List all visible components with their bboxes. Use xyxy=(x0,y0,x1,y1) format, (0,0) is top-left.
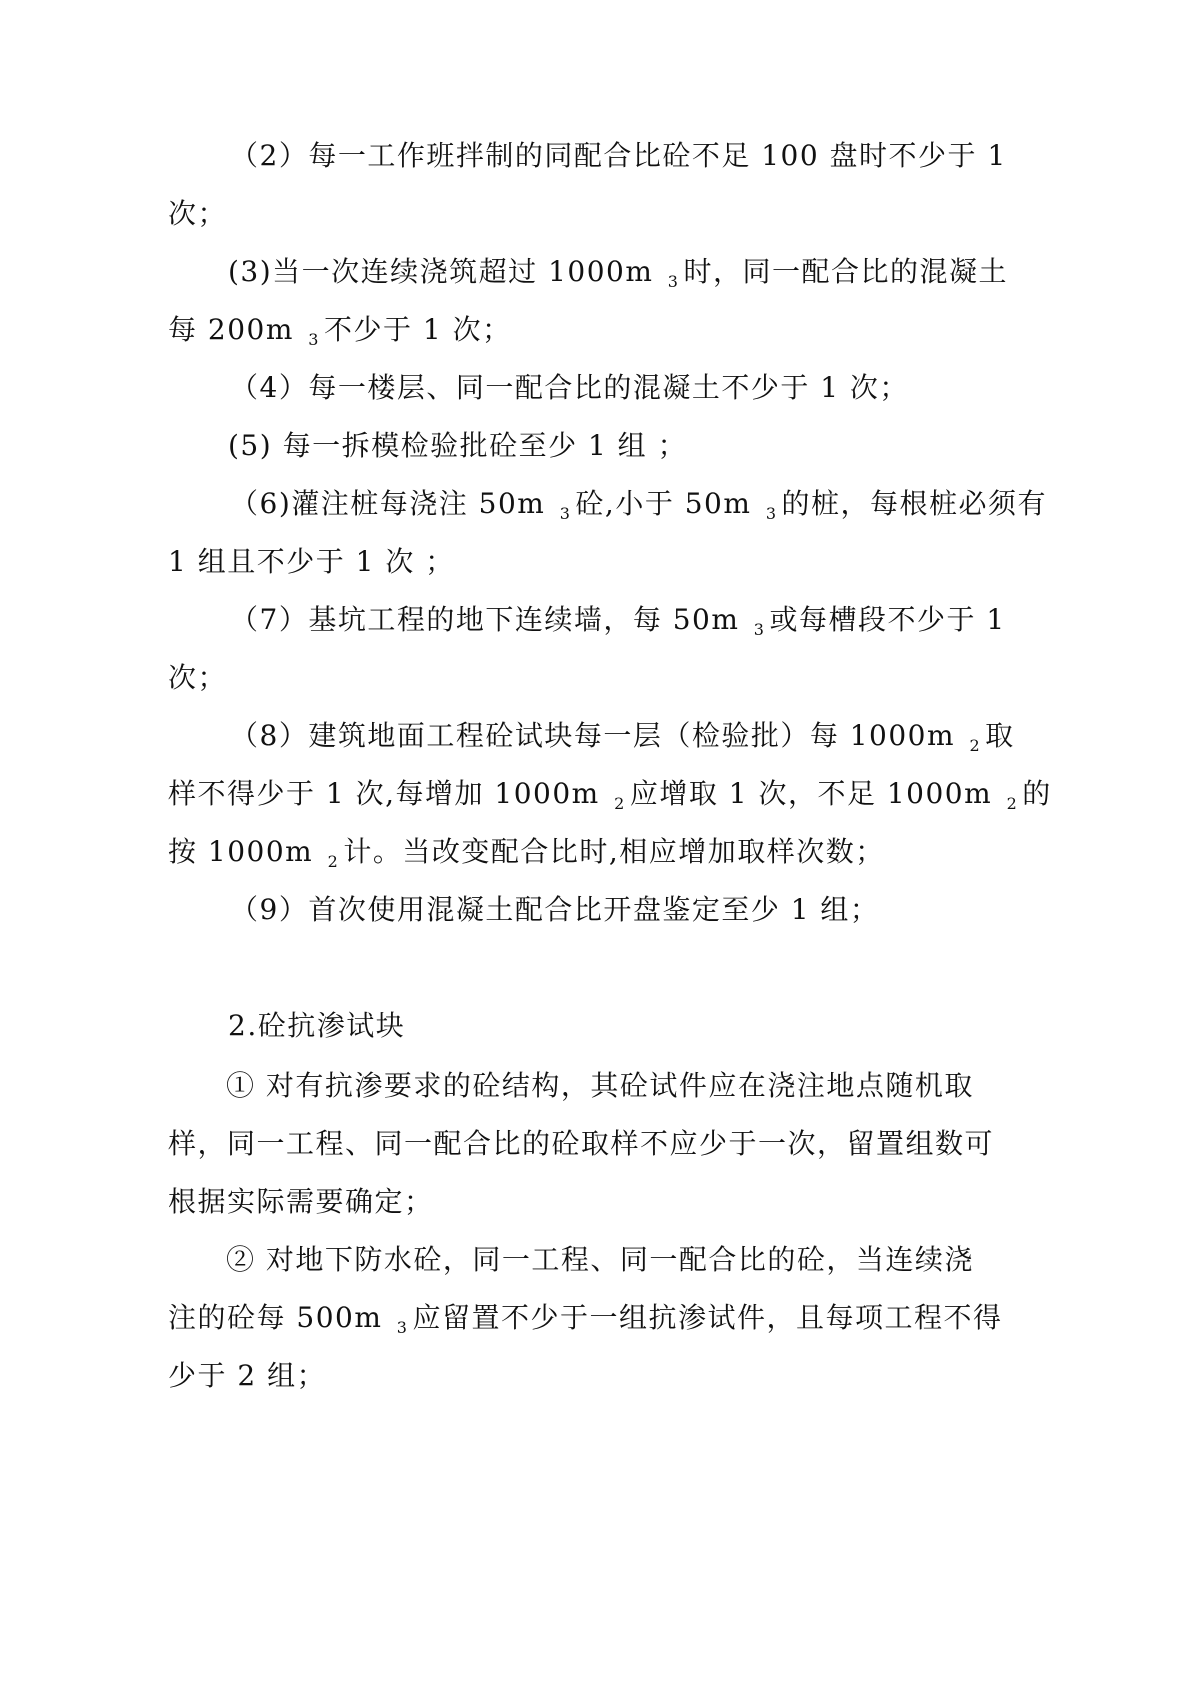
text-line: 次； xyxy=(168,661,228,694)
text-line: （9）首次使用混凝土配合比开盘鉴定至少 1 组； xyxy=(230,893,880,926)
text-line: 样不得少于 1 次,每增加 1000m $_2$ 应增取 1 次，不足 1000m $_2$ 的 xyxy=(168,777,1052,813)
text-line: 少于 2 组； xyxy=(168,1359,327,1392)
text-line: 次； xyxy=(168,197,228,230)
text-line: ① 对有抗渗要求的砼结构，其砼试件应在浇注地点随机取 xyxy=(226,1069,974,1102)
text-line: 每 200m $_3$ 不少于 1 次； xyxy=(168,313,512,349)
text-line: （2）每一工作班拌制的同配合比砼不足 100 盘时不少于 1 xyxy=(230,139,1007,172)
text-line: 样，同一工程、同一配合比的砼取样不应少于一次，留置组数可 xyxy=(168,1127,995,1160)
text-line: 按 1000m $_2$ 计。当改变配合比时,相应增加取样次数； xyxy=(168,835,885,871)
text-line: 根据实际需要确定； xyxy=(168,1185,434,1218)
text-line: 1 组且不少于 1 次 ； xyxy=(168,545,455,578)
text-line: (3)当一次连续浇筑超过 1000m $_3$ 时，同一配合比的混凝土 xyxy=(228,255,1008,291)
section-heading: 2.砼抗渗试块 xyxy=(228,1009,406,1042)
text-line: （7）基坑工程的地下连续墙，每 50m $_3$ 或每槽段不少于 1 xyxy=(230,603,1006,639)
text-line: （6)灌注桩每浇注 50m $_3$ 砼,小于 50m $_3$ 的桩，每根桩必须有 xyxy=(230,487,1048,523)
text-line: 注的砼每 500m $_3$ 应留置不少于一组抗渗试件，且每项工程不得 xyxy=(168,1301,1003,1337)
text-line: （4）每一楼层、同一配合比的混凝土不少于 1 次； xyxy=(230,371,909,404)
text-line: （8）建筑地面工程砼试块每一层（检验批）每 1000m $_2$ 取 xyxy=(230,719,1015,755)
text-line: ② 对地下防水砼，同一工程、同一配合比的砼，当连续浇 xyxy=(226,1243,974,1276)
text-line: (5) 每一拆模检验批砼至少 1 组 ； xyxy=(228,429,688,462)
